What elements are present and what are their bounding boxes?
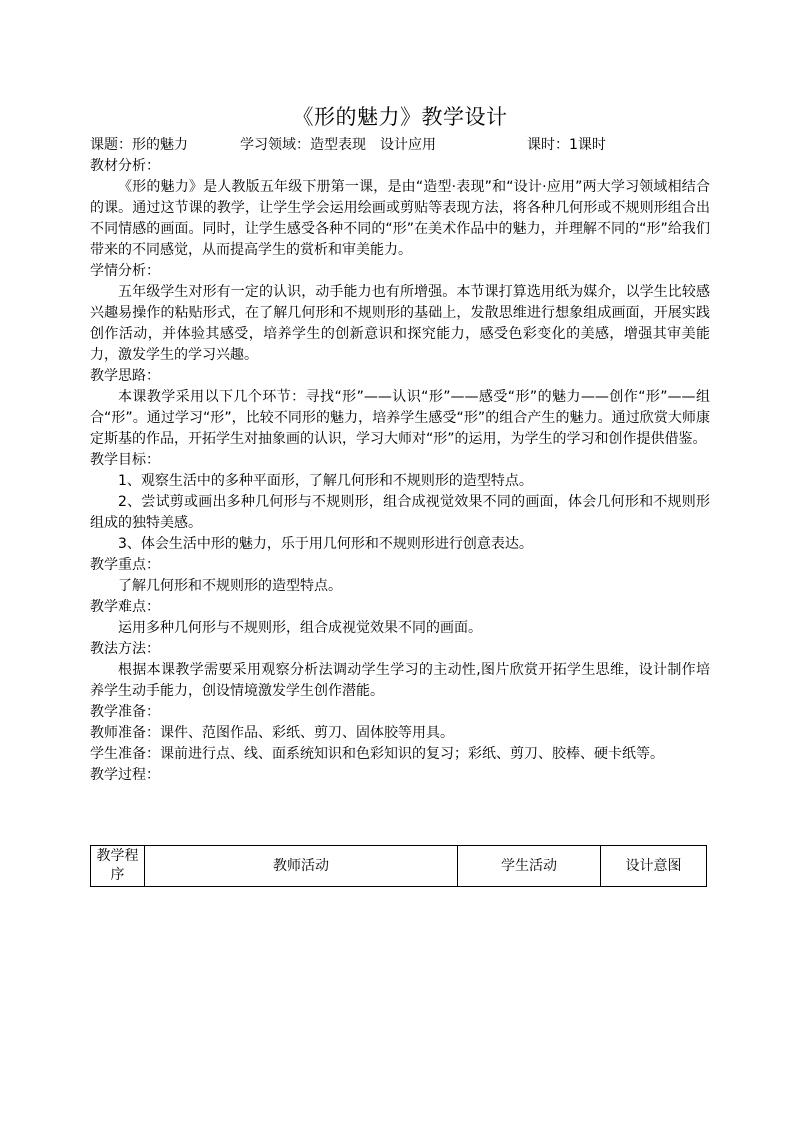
textbook-heading: 教材分析：: [90, 158, 160, 174]
goal-item: 2、尝试剪或画出多种几何形与不规则形，组合成视觉效果不同的画面，体会几何形和不规则形组成的独特美感。: [90, 494, 710, 531]
process-table: [90, 845, 707, 887]
column-header-procedure: 教学程序: [91, 846, 145, 887]
learning-field: 学习领域：造型表现 设计应用: [240, 137, 436, 153]
student-preparation: 学生准备：课前进行点、线、面系统知识和色彩知识的复习；彩纸、剪刀、胶棒、硬卡纸等。: [90, 746, 664, 762]
students-text: 五年级学生对形有一定的认识，动手能力也有所增强。本节课打算选用纸为媒介，以学生比较感兴趣易操作的粘贴形式，在了解几何形和不规则形的基础上，发散思维进行想象组成画面，开展实践创作活动，并体验其感受，培养学生的创新意识和探究能力，感受色彩变化的美感，增强其审美能力，激发学生的学习兴趣。: [90, 284, 710, 363]
preparation-heading: 教学准备：: [90, 704, 160, 720]
column-header-student-activity: 学生活动: [458, 846, 601, 887]
column-header-design-intent: 设计意图: [601, 846, 707, 887]
students-heading: 学情分析：: [90, 263, 160, 279]
approach-text: 本课教学采用以下几个环节：寻找“形”——认识“形”——感受“形”的魅力——创作“形”——组合“形”。通过学习“形”，比较不同形的魅力，培养学生感受“形”的组合产生的魅力。通过欣赏大师康定斯基的作品，开拓学生对抽象画的认识，学习大师对“形”的运用，为学生的学习和创作提供借鉴。: [90, 389, 710, 447]
document-page: [90, 100, 710, 883]
teacher-preparation: 教师准备：课件、范图作品、彩纸、剪刀、固体胶等用具。: [90, 725, 454, 741]
methods-heading: 教法方法：: [90, 641, 160, 657]
goal-item: 1、观察生活中的多种平面形，了解几何形和不规则形的造型特点。: [118, 473, 533, 489]
column-header-teacher-activity: 教师活动: [145, 846, 458, 887]
key-points-text: 了解几何形和不规则形的造型特点。: [118, 578, 342, 594]
goal-item: 3、体会生活中形的魅力，乐于用几何形和不规则形进行创意表达。: [118, 536, 533, 552]
methods-text: 根据本课教学需要采用观察分析法调动学生学习的主动性,图片欣赏开拓学生思维，设计制作培养学生动手能力，创设情境激发学生创作潜能。: [90, 662, 710, 699]
table-header-row: [91, 846, 707, 887]
document-title: 《形的魅力》教学设计: [292, 105, 508, 129]
process-heading: 教学过程：: [90, 767, 160, 783]
lesson-topic: 课题：形的魅力: [90, 137, 188, 153]
difficulties-heading: 教学难点：: [90, 599, 160, 615]
textbook-text: 《形的魅力》是人教版五年级下册第一课，是由“造型·表现”和“设计·应用”两大学习领域相结合的课。通过这节课的教学，让学生学会运用绘画或剪贴等表现方法，将各种几何形或不规则形组合出不同情感的画面。同时，让学生感受各种不同的“形”在美术作品中的魅力，并理解不同的“形”给我们带来的不同感觉，从而提高学生的赏析和审美能力。: [90, 179, 710, 258]
approach-heading: 教学思路：: [90, 368, 160, 384]
key-points-heading: 教学重点：: [90, 557, 160, 573]
goals-heading: 教学目标：: [90, 452, 160, 468]
lesson-period: 课时：1课时: [527, 137, 606, 153]
lesson-meta: [90, 134, 710, 156]
difficulties-text: 运用多种几何形与不规则形，组合成视觉效果不同的画面。: [118, 620, 482, 636]
